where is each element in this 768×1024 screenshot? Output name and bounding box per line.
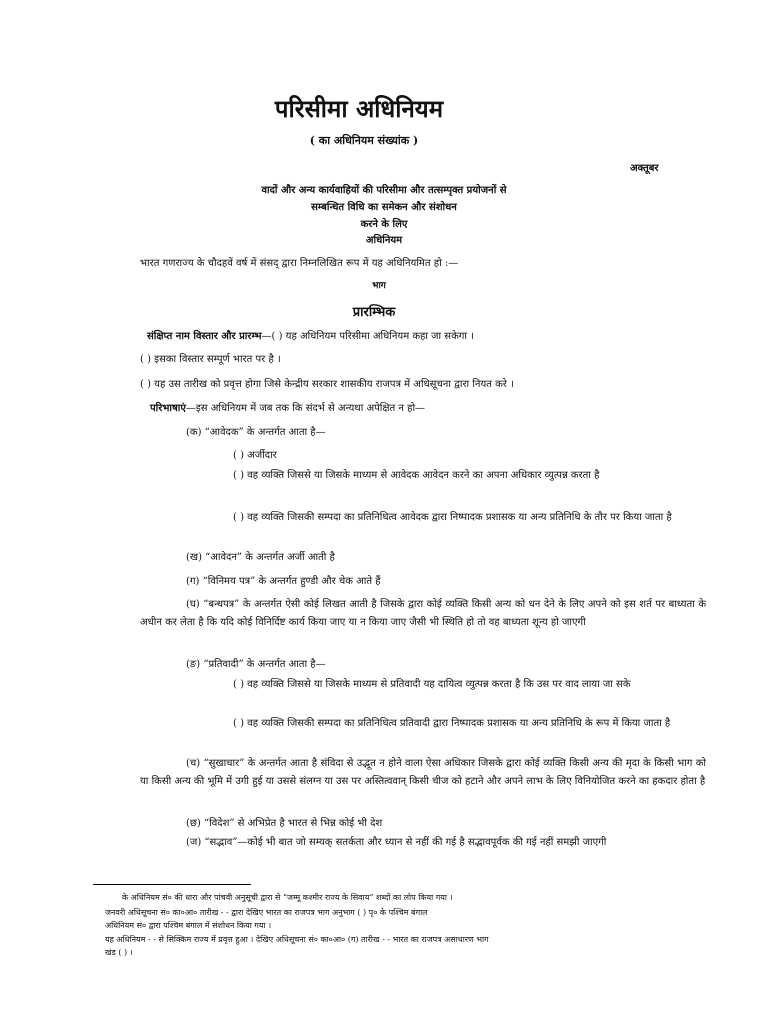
act-date: अक्तूबर — [630, 163, 659, 174]
act-number: ( का अधिनियम संख्यांक ) — [309, 134, 419, 147]
long-title-line3: करने के लिए — [360, 219, 408, 230]
footnote-3-line2: खंड ( ) । — [105, 948, 133, 957]
section-1-heading: संक्षिप्त नाम विस्तार और प्रारम्भ — [147, 331, 262, 342]
enacting-clause: भारत गणराज्य के चौदहवें वर्ष में संसद् द्वारा निम्नलिखित रूप में यह अधिनियमित हो :— — [140, 258, 459, 269]
definition-ga: (ग) “विनिमय पत्र” के अन्तर्गत हुण्डी और चेक आते हैं — [186, 576, 381, 587]
part-heading: भाग — [372, 281, 386, 291]
definition-nga-ii: ( ) वह व्यक्ति जिसकी सम्पदा का प्रतिनिधित्व प्रतिवादी द्वारा निष्पादक प्रशासक या अन्य प्रतिनिधि के रूप में किया जाता है — [233, 718, 671, 729]
definition-ka-ii: ( ) वह व्यक्ति जिससे या जिसके माध्यम से आवेदक आवेदन करने का अपना अधिकार व्युत्पन्न करता है — [233, 470, 600, 481]
footnote-2-line2: अधिनियम सं० द्वारा पश्चिम बंगाल में संशोधन किया गया । — [105, 921, 272, 930]
document-title: परिसीमा अधिनियम — [274, 94, 444, 123]
definition-ka-i: ( ) अर्जीदार — [233, 450, 277, 461]
footnote-2-line1: जनवरी अधिसूचना सं० का०आ० तारीख - - द्वारा देखिए भारत का राजपत्र भाग अनुभाग ( ) पृ० के पश्चिम बंगाल — [105, 908, 428, 917]
long-title-line2: सम्बन्धित विधि का समेकन और संशोधन — [311, 202, 457, 213]
definition-ja: (ज) “सद्भाव”—कोई भी बात जो सम्यक् सतर्कता और ध्यान से नहीं की गई है सद्भावपूर्वक की गई नहीं समझी जाएगी — [186, 837, 607, 848]
definition-cha: (च) “सुखाचार” के अन्तर्गत आता है संविदा से उद्भूत न होने वाला ऐसा अधिकार जिसके द्वारा कोई व्यक्ति किसी अन्य की मृदा के किसी भाग को या किसी अन्य की भूमि में उगी हुई या उससे संलग्न या उस पर अस्तित्ववान् किसी चीज को हटाने और अपने लाभ के लिए विनियोजित करने का हकदार होता है — [140, 758, 706, 787]
section-1-subsection-2: ( ) इसका विस्तार सम्पूर्ण भारत पर है । — [140, 354, 281, 365]
long-title-line1: वादों और अन्य कार्यवाहियों की परिसीमा और तत्सम्पृक्त प्रयोजनों से — [261, 185, 507, 196]
definition-kha: (ख) “आवेदन” के अन्तर्गत अर्जी आती है — [186, 552, 335, 563]
definition-ka-iii: ( ) वह व्यक्ति जिसकी सम्पदा का प्रतिनिधित्व आवेदक द्वारा निष्पादक प्रशासक या अन्य प्रतिनिधि के तौर पर किया जाता है — [233, 512, 672, 523]
definition-nga: (ङ) “प्रतिवादी” के अन्तर्गत आता है— — [186, 659, 326, 670]
section-1-subsection-3: ( ) यह उस तारीख को प्रवृत्त होगा जिसे केन्द्रीय सरकार शासकीय राजपत्र में अधिसूचना द्वारा नियत करे । — [140, 379, 514, 390]
section-2-intro: —इस अधिनियम में जब तक कि संदर्भ से अन्यथा अपेक्षित न हो— — [185, 403, 426, 414]
footnote-1: के अधिनियम सं० की धारा और पांचवी अनुसूची द्वारा से “जम्मू कश्मीर राज्य के सिवाय” शब्दों का लोप किया गया । — [122, 893, 453, 902]
definition-gha: (घ) “बन्धपत्र” के अन्तर्गत ऐसी कोई लिखत आती है जिसके द्वारा कोई व्यक्ति किसी अन्य को धन देने के लिए अपने को इस शर्त पर बाध्यता के अधीन कर लेता है कि यदि कोई विनिर्दिष्ट कार्य किया जाए या न किया जाए जैसी भी स्थिति हो तो वह बाध्यता शून्य हो जाएगी — [140, 599, 706, 628]
section-1-text: —( ) यह अधिनियम परिसीमा अधिनियम कहा जा सकेगा । — [261, 331, 474, 342]
section-2-heading: परिभाषाएं — [150, 403, 186, 414]
definition-chha: (छ) “विदेश” से अभिप्रेत है भारत से भिन्न कोई भी देश — [186, 818, 383, 829]
chapter-heading: प्रारम्भिक — [352, 305, 396, 320]
footnote-separator — [93, 884, 251, 885]
footnote-3-line1: यह अधिनियम - - से सिक्किम राज्य में प्रवृत्त हुआ । देखिए अधिसूचना सं० का०आ० (ग) तारीख - - भारत का राजपत्र असाधारण भाग — [105, 935, 489, 944]
definition-nga-i: ( ) वह व्यक्ति जिससे या जिसके माध्यम से प्रतिवादी यह दायित्व व्युत्पन्न करता है कि उस पर वाद लाया जा सके — [233, 679, 631, 690]
section-2-line — [150, 400, 425, 414]
long-title-line4: अधिनियम — [365, 235, 403, 246]
section-1-line — [147, 328, 474, 342]
definition-ka: (क) “आवेदक” के अन्तर्गत आता है— — [186, 427, 326, 438]
